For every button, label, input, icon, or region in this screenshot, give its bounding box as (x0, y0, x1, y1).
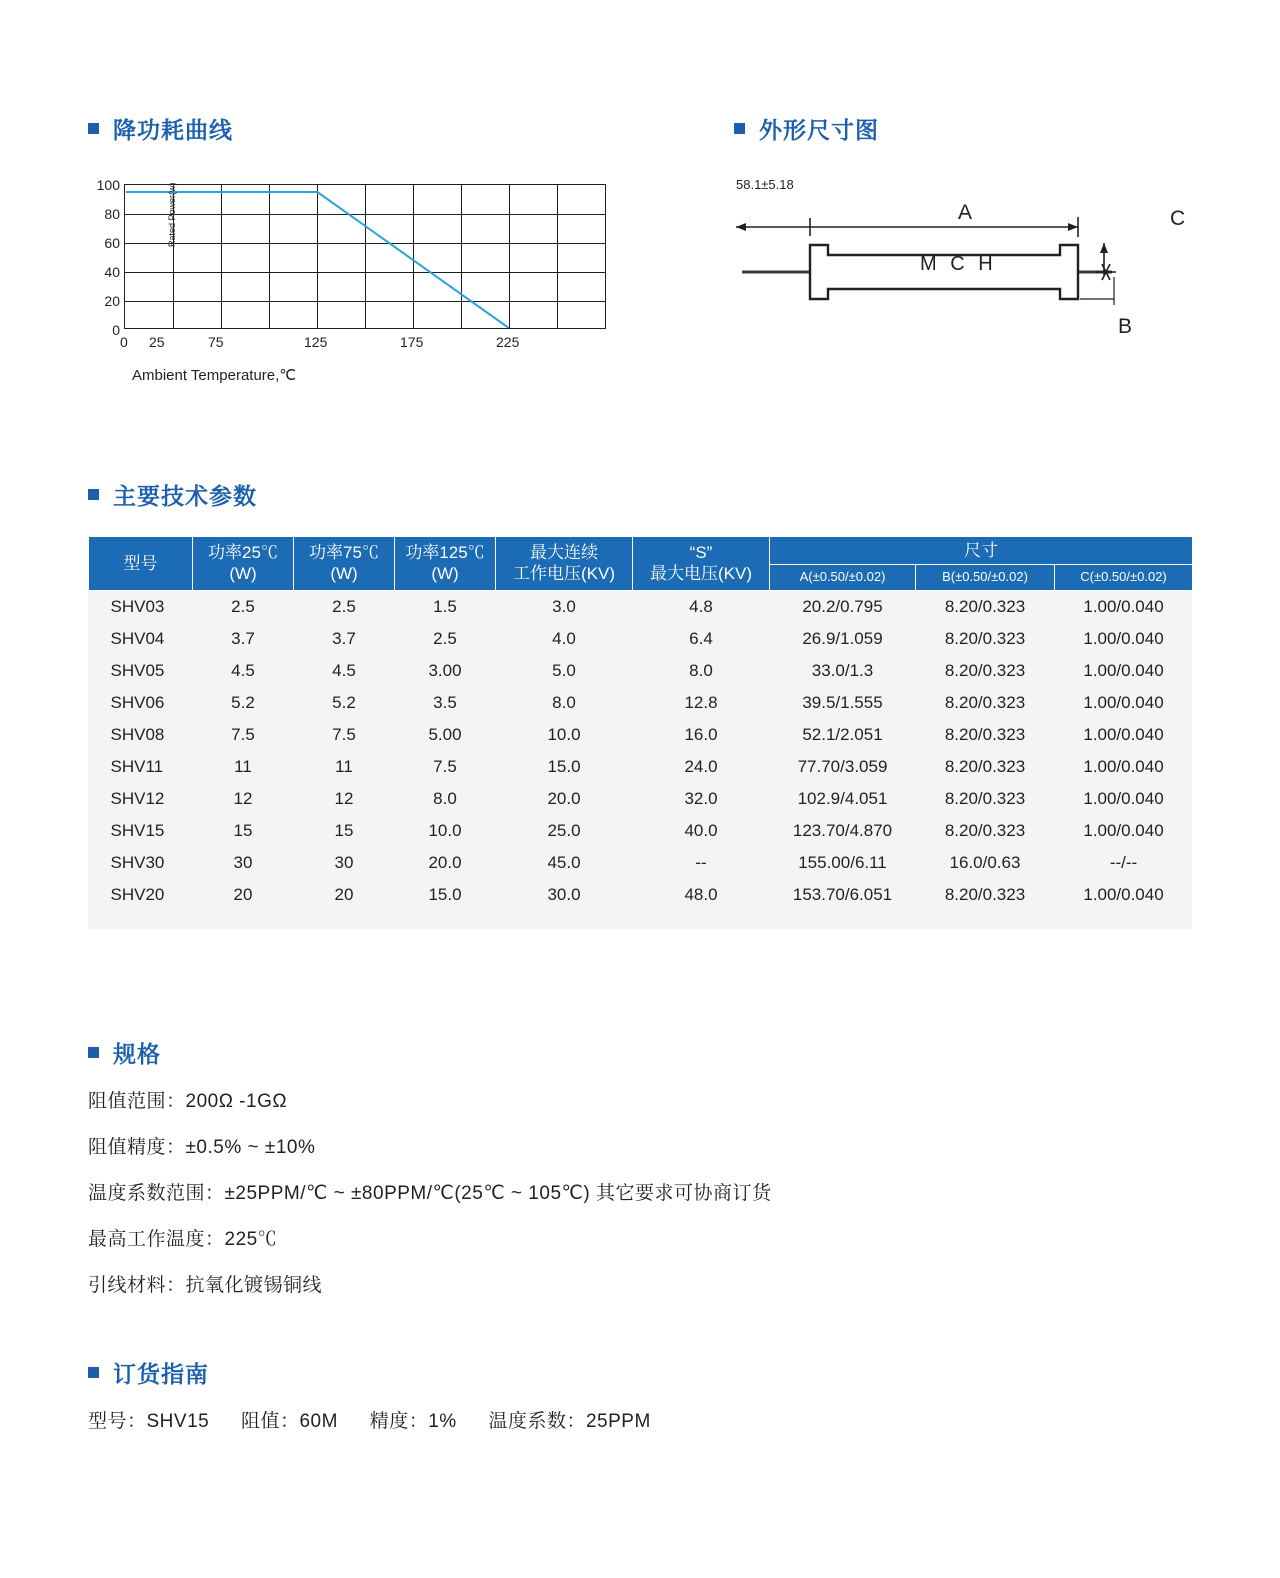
cell-power-25c: 7.5 (231, 724, 255, 744)
x-tick-225: 225 (496, 334, 520, 350)
cell-s-max-voltage: 48.0 (684, 884, 718, 904)
cell-dim-c: 1.00/0.040 (1083, 756, 1164, 776)
chart-y-axis-labels (88, 172, 120, 338)
cell-power-25c: 11 (234, 756, 252, 776)
cell-dim-a: 155.00/6.11 (798, 852, 887, 872)
cell-max-working-voltage: 20.0 (547, 788, 581, 808)
section-header-spec (88, 1036, 161, 1069)
cell-dim-a: 26.9/1.059 (802, 628, 883, 648)
params-table (88, 536, 1193, 911)
header-dimensions-group: 尺寸 (770, 537, 1193, 565)
table-row (89, 623, 1193, 655)
header-power-25c-line2: (W) (229, 564, 257, 584)
params-table-body (89, 590, 1193, 911)
cell-model: SHV05 (110, 660, 165, 680)
cell-dim-a: 39.5/1.555 (802, 692, 883, 712)
header-max-working-voltage-line2: 工作电压(KV) (513, 564, 615, 584)
x-tick-75: 75 (208, 334, 224, 350)
cell-power-75c: 5.2 (332, 692, 356, 712)
cell-dim-b: 16.0/0.63 (949, 852, 1021, 872)
section-title-order: 订货指南 (113, 1361, 209, 1387)
cell-dim-c: 1.00/0.040 (1083, 596, 1164, 616)
cell-power-125c: 2.5 (433, 628, 457, 648)
section-title-outline: 外形尺寸图 (759, 117, 879, 143)
cell-max-working-voltage: 45.0 (547, 852, 581, 872)
cell-model: SHV12 (110, 788, 165, 808)
table-row (89, 655, 1193, 687)
section-title-params: 主要技术参数 (113, 483, 257, 509)
cell-max-working-voltage: 5.0 (552, 660, 576, 680)
cell-model: SHV04 (110, 628, 165, 648)
cell-dim-a: 153.70/6.051 (792, 884, 893, 904)
order-tempco: 温度系数：25PPM (488, 1411, 651, 1432)
cell-power-75c: 12 (334, 788, 354, 808)
cell-dim-b: 8.20/0.323 (944, 884, 1026, 904)
table-row (89, 590, 1193, 623)
cell-s-max-voltage: 12.8 (684, 692, 718, 712)
cell-dim-b: 8.20/0.323 (944, 756, 1026, 776)
square-bullet-icon (88, 1367, 99, 1378)
cell-dim-c: 1.00/0.040 (1083, 820, 1164, 840)
cell-s-max-voltage: 8.0 (689, 660, 713, 680)
cell-dim-a: 20.2/0.795 (802, 596, 883, 616)
cell-power-75c: 4.5 (332, 660, 356, 680)
body-marking-text: M C H (920, 253, 997, 275)
header-s-max-voltage-line1: “S” (689, 543, 713, 562)
header-max-working-voltage (496, 537, 633, 591)
table-row (89, 687, 1193, 719)
chart-x-axis-labels (120, 334, 606, 354)
section-title-spec: 规格 (113, 1041, 161, 1067)
x-tick-175: 175 (400, 334, 424, 350)
header-power-125c (395, 537, 496, 591)
cell-power-125c: 15.0 (428, 884, 462, 904)
cell-power-75c: 3.7 (332, 628, 356, 648)
header-power-75c (294, 537, 395, 591)
y-tick-60: 60 (104, 235, 120, 251)
cell-max-working-voltage: 15.0 (547, 756, 581, 776)
table-header-row-1 (89, 537, 1193, 565)
header-power-75c-line2: (W) (330, 564, 358, 584)
cell-power-75c: 30 (334, 852, 354, 872)
section-header-outline (734, 112, 879, 145)
chart-plot-area (124, 184, 606, 329)
cell-s-max-voltage: 6.4 (689, 628, 713, 648)
cell-dim-b: 8.20/0.323 (944, 820, 1026, 840)
spec-line-max-temp: 最高工作温度：225℃ (88, 1229, 278, 1250)
order-resistance: 阻值：60M (240, 1411, 338, 1432)
cell-dim-a: 102.9/4.051 (797, 788, 888, 808)
cell-max-working-voltage: 10.0 (547, 724, 581, 744)
dimension-label-b: B (1118, 315, 1133, 338)
x-tick-125: 125 (304, 334, 328, 350)
params-table-block (88, 536, 1192, 929)
table-row (89, 847, 1193, 879)
cell-model: SHV11 (110, 756, 164, 776)
outline-tolerance-note: 58.1±5.18 (736, 177, 794, 192)
table-row (89, 815, 1193, 847)
cell-model: SHV08 (110, 724, 165, 744)
cell-power-25c: 20 (233, 884, 253, 904)
dimension-label-a: A (958, 201, 973, 224)
cell-dim-c: 1.00/0.040 (1083, 628, 1164, 648)
cell-dim-a: 123.70/4.870 (792, 820, 893, 840)
cell-model: SHV06 (110, 692, 165, 712)
chart-y-axis-title: Rated Power(w) (167, 182, 177, 247)
cell-power-25c: 2.5 (231, 596, 255, 616)
spec-list (88, 1086, 1088, 1316)
dimension-label-c: C (1170, 207, 1186, 230)
cell-dim-b: 8.20/0.323 (944, 788, 1026, 808)
spec-line-tolerance: 阻值精度：±0.5% ~ ±10% (88, 1137, 316, 1158)
header-power-25c (193, 537, 294, 591)
cell-max-working-voltage: 3.0 (552, 596, 576, 616)
cell-dim-c: 1.00/0.040 (1083, 788, 1164, 808)
header-s-max-voltage (633, 537, 770, 591)
cell-dim-a: 33.0/1.3 (811, 660, 874, 680)
cell-power-125c: 3.5 (433, 692, 457, 712)
header-max-working-voltage-line1: 最大连续 (530, 543, 598, 562)
header-power-125c-line1: 功率125℃ (405, 543, 485, 562)
cell-s-max-voltage: 24.0 (684, 756, 718, 776)
cell-power-25c: 12 (233, 788, 253, 808)
x-tick-0: 0 (120, 334, 128, 350)
cell-dim-b: 8.20/0.323 (944, 724, 1026, 744)
cell-power-25c: 15 (233, 820, 253, 840)
square-bullet-icon (734, 123, 745, 134)
y-tick-100: 100 (96, 177, 120, 193)
section-header-order (88, 1356, 209, 1389)
cell-dim-b: 8.20/0.323 (944, 628, 1026, 648)
cell-power-125c: 10.0 (428, 820, 462, 840)
cell-s-max-voltage: 40.0 (684, 820, 718, 840)
header-power-125c-line2: (W) (431, 564, 459, 584)
cell-power-75c: 7.5 (332, 724, 356, 744)
cell-power-125c: 5.00 (428, 724, 462, 744)
header-power-25c-line1: 功率25℃ (208, 543, 278, 562)
cell-power-75c: 20 (334, 884, 354, 904)
cell-power-25c: 30 (233, 852, 253, 872)
order-guide-line (88, 1406, 677, 1433)
cell-dim-a: 52.1/2.051 (802, 724, 883, 744)
table-row (89, 879, 1193, 911)
cell-max-working-voltage: 30.0 (547, 884, 581, 904)
section-title-derating: 降功耗曲线 (113, 117, 233, 143)
cell-power-125c: 1.5 (433, 596, 457, 616)
cell-max-working-voltage: 8.0 (552, 692, 576, 712)
cell-dim-b: 8.20/0.323 (944, 660, 1026, 680)
spec-line-resistance-range: 阻值范围：200Ω -1GΩ (88, 1091, 288, 1112)
y-tick-20: 20 (104, 293, 120, 309)
cell-model: SHV30 (110, 852, 165, 872)
cell-max-working-voltage: 25.0 (547, 820, 581, 840)
order-model: 型号：SHV15 (88, 1411, 210, 1432)
cell-dim-b: 8.20/0.323 (944, 692, 1026, 712)
derating-chart (88, 172, 608, 402)
cell-max-working-voltage: 4.0 (552, 628, 576, 648)
square-bullet-icon (88, 123, 99, 134)
cell-power-75c: 15 (334, 820, 354, 840)
y-tick-80: 80 (104, 206, 120, 222)
cell-dim-c: 1.00/0.040 (1083, 724, 1164, 744)
cell-dim-a: 77.70/3.059 (797, 756, 888, 776)
cell-s-max-voltage: 16.0 (684, 724, 718, 744)
square-bullet-icon (88, 489, 99, 500)
cell-s-max-voltage: 4.8 (689, 596, 713, 616)
table-row (89, 783, 1193, 815)
cell-power-25c: 4.5 (231, 660, 255, 680)
spec-line-tempco: 温度系数范围：±25PPM/℃ ~ ±80PPM/℃(25℃ ~ 105℃) 其它要求可协商订货 (88, 1183, 772, 1204)
cell-power-25c: 5.2 (231, 692, 255, 712)
derating-curve-line (125, 185, 605, 328)
table-row (89, 751, 1193, 783)
header-model: 型号 (89, 537, 193, 591)
header-dim-c: C(±0.50/±0.02) (1055, 565, 1193, 590)
cell-power-125c: 20.0 (428, 852, 462, 872)
cell-power-125c: 7.5 (433, 756, 457, 776)
header-power-75c-line1: 功率75℃ (309, 543, 379, 562)
spec-line-lead-material: 引线材料：抗氧化镀锡铜线 (88, 1275, 323, 1296)
cell-power-25c: 3.7 (231, 628, 255, 648)
x-tick-25: 25 (149, 334, 165, 350)
cell-dim-c: 1.00/0.040 (1083, 884, 1164, 904)
cell-power-125c: 3.00 (428, 660, 462, 680)
cell-power-75c: 2.5 (332, 596, 356, 616)
cell-model: SHV20 (110, 884, 165, 904)
cell-dim-c: 1.00/0.040 (1083, 660, 1164, 680)
header-dim-b: B(±0.50/±0.02) (916, 565, 1055, 590)
table-row (89, 719, 1193, 751)
cell-dim-c: 1.00/0.040 (1083, 692, 1164, 712)
order-tolerance: 精度：1% (369, 1411, 457, 1432)
outline-drawing (700, 165, 1220, 365)
chart-x-axis-title: Ambient Temperature,℃ (132, 367, 297, 384)
cell-power-125c: 8.0 (433, 788, 457, 808)
square-bullet-icon (88, 1047, 99, 1058)
cell-dim-c: --/-- (1109, 852, 1138, 872)
cell-s-max-voltage: 32.0 (684, 788, 718, 808)
cell-model: SHV03 (110, 596, 165, 616)
header-s-max-voltage-line2: 最大电压(KV) (650, 564, 752, 584)
cell-dim-b: 8.20/0.323 (944, 596, 1026, 616)
cell-power-75c: 11 (335, 756, 353, 776)
cell-model: SHV15 (110, 820, 165, 840)
header-dim-a: A(±0.50/±0.02) (770, 565, 916, 590)
section-header-params (88, 478, 257, 511)
section-header-derating (88, 112, 233, 145)
cell-s-max-voltage: -- (695, 852, 707, 872)
y-tick-0: 0 (112, 322, 120, 338)
y-tick-40: 40 (104, 264, 120, 280)
